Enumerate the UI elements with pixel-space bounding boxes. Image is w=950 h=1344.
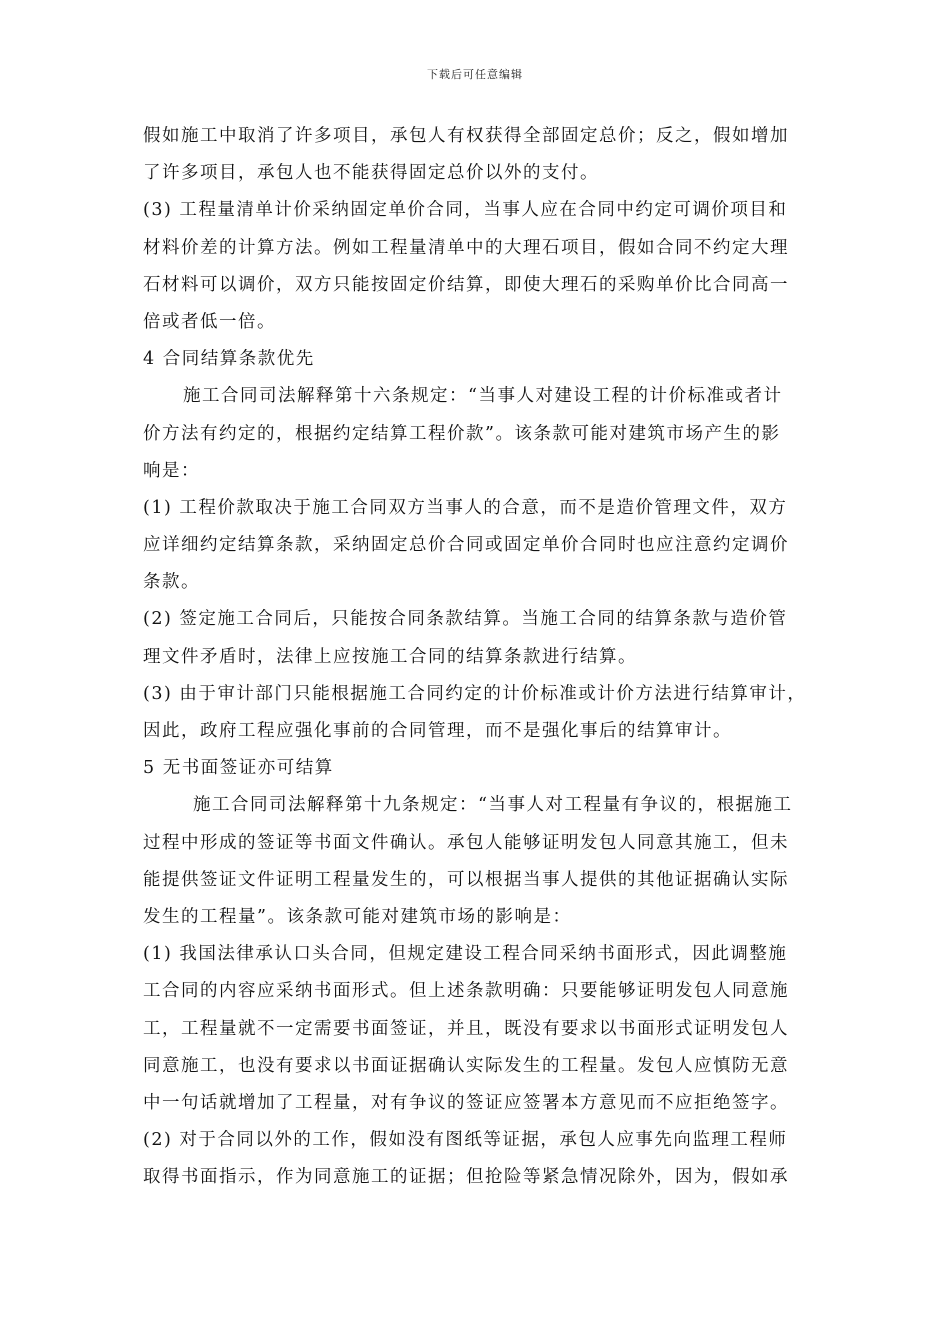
- body-line: 了许多项目，承包人也不能获得固定总价以外的支付。: [143, 163, 599, 184]
- body-line: 因此，政府工程应强化事前的合同管理，而不是强化事后的结算审计。: [143, 721, 732, 741]
- section-heading: 5 无书面签证亦可结算: [143, 758, 334, 779]
- body-line: 工合同的内容应采纳书面形式。但上述条款明确：只要能够证明发包人同意施: [143, 981, 789, 1002]
- body-line: 中一句话就增加了工程量，对有争议的签证应签署本方意见而不应拒绝签字。: [143, 1092, 789, 1113]
- body-line: 能提供签证文件证明工程量发生的，可以根据当事人提供的其他证据确认实际: [143, 869, 789, 890]
- body-line: 响是：: [143, 460, 200, 481]
- list-item-line: (3) 由于审计部门只能根据施工合同约定的计价标准或计价方法进行结算审计，: [143, 683, 807, 704]
- paragraph-first-line: 施工合同司法解释第十六条规定：“当事人对建设工程的计价标准或者计: [183, 386, 783, 407]
- body-line: 工，工程量就不一定需要书面签证，并且，既没有要求以书面形式证明发包人: [143, 1018, 789, 1039]
- list-item-line: (1) 工程价款取决于施工合同双方当事人的合意，而不是造价管理文件，双方: [143, 497, 788, 518]
- list-item-line: (2) 对于合同以外的工作，假如没有图纸等证据，承包人应事先向监理工程师: [143, 1130, 788, 1151]
- list-item-line: (1) 我国法律承认口头合同，但规定建设工程合同采纳书面形式，因此调整施: [143, 944, 788, 965]
- body-line: 发生的工程量”。该条款可能对建筑市场的影响是：: [143, 906, 572, 927]
- body-line: 条款。: [143, 572, 200, 593]
- list-item-line: (2) 签定施工合同后，只能按合同条款结算。当施工合同的结算条款与造价管: [143, 609, 788, 630]
- body-line: 应详细约定结算条款，采纳固定总价合同或固定单价合同时也应注意约定调价: [143, 535, 789, 556]
- body-line: 理文件矛盾时，法律上应按施工合同的结算条款进行结算。: [143, 646, 637, 667]
- body-line: 同意施工，也没有要求以书面证据确认实际发生的工程量。发包人应慎防无意: [143, 1055, 789, 1076]
- body-line: 倍或者低一倍。: [143, 311, 276, 332]
- body-line: 假如施工中取消了许多项目，承包人有权获得全部固定总价；反之，假如增加: [143, 126, 789, 146]
- page-header: 下载后可任意编辑: [427, 68, 523, 81]
- section-heading: 4 合同结算条款优先: [143, 349, 315, 370]
- document-body: [143, 118, 823, 1196]
- body-line: 石材料可以调价，双方只能按固定价结算，即使大理石的采购单价比合同高一: [143, 274, 789, 295]
- body-line: 材料价差的计算方法。例如工程量清单中的大理石项目，假如合同不约定大理: [143, 237, 789, 258]
- list-item-line: (3) 工程量清单计价采纳固定单价合同，当事人应在合同中约定可调价项目和: [143, 200, 788, 221]
- paragraph-first-line: 施工合同司法解释第十九条规定：“当事人对工程量有争议的，根据施工: [193, 795, 793, 816]
- body-line: 价方法有约定的，根据约定结算工程价款”。该条款可能对建筑市场产生的影: [143, 423, 781, 444]
- body-line: 过程中形成的签证等书面文件确认。承包人能够证明发包人同意其施工，但未: [143, 832, 789, 853]
- body-line: 取得书面指示，作为同意施工的证据；但抢险等紧急情况除外，因为，假如承: [143, 1167, 789, 1188]
